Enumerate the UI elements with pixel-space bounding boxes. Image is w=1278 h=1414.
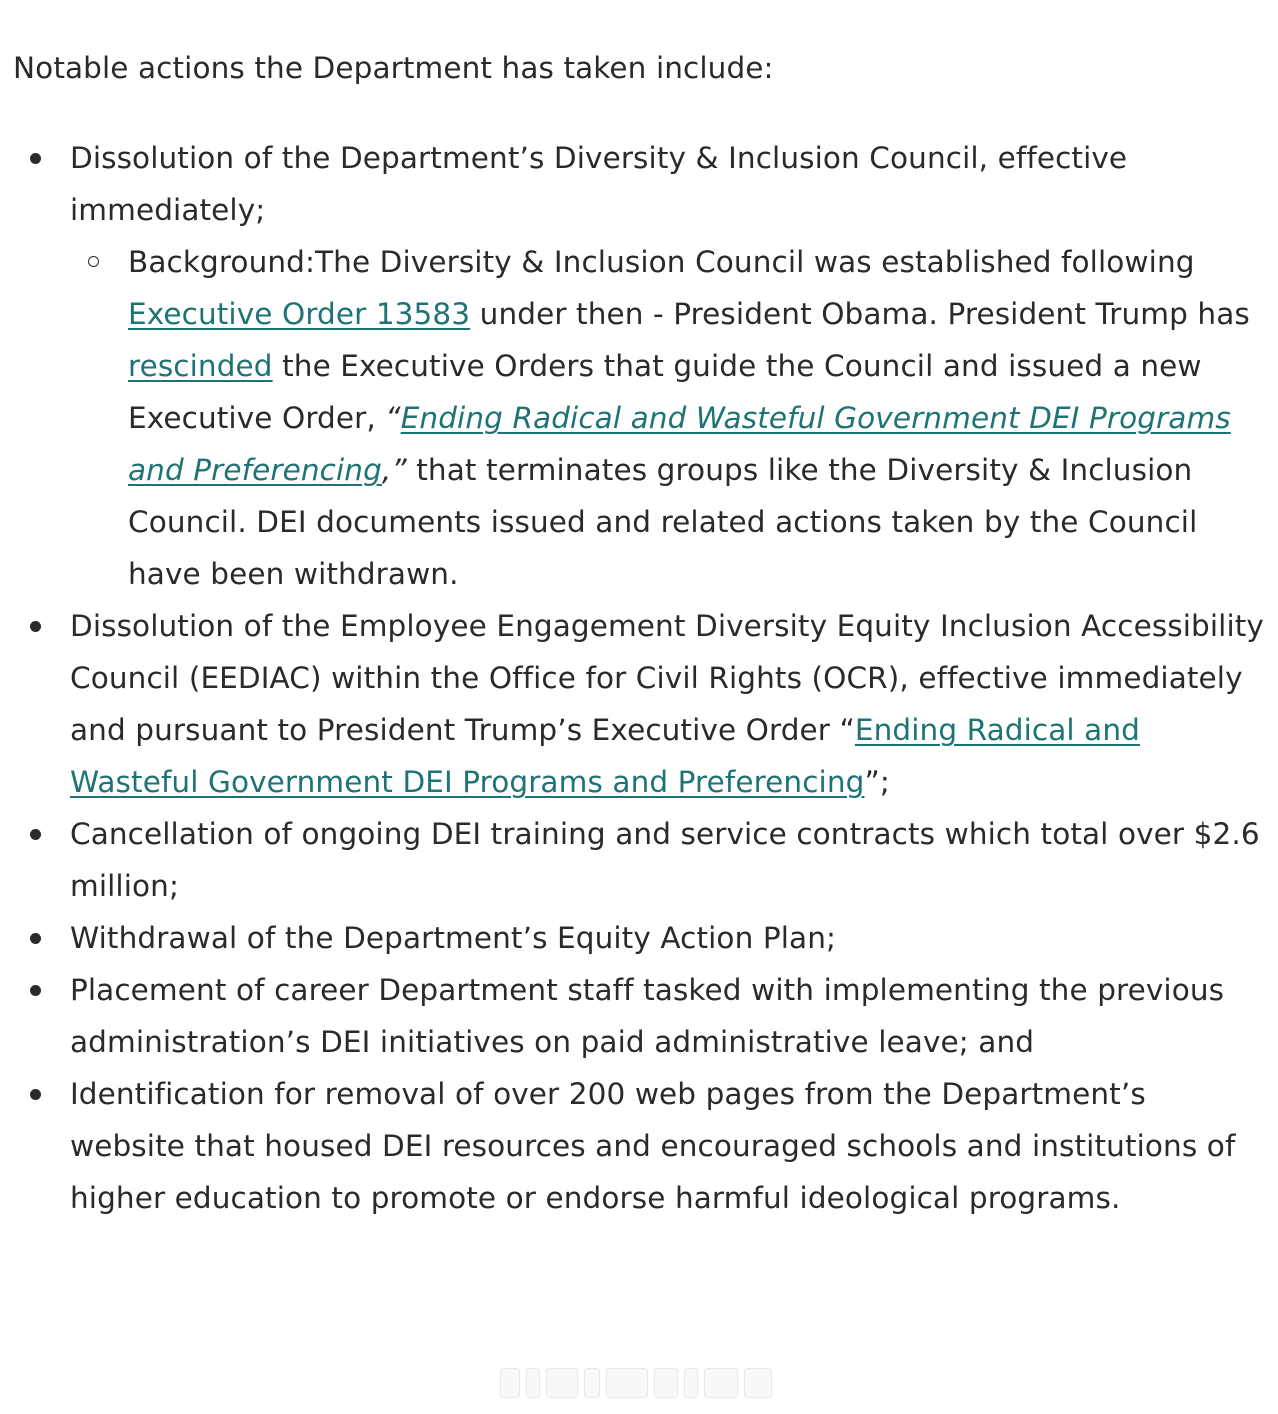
link-executive-order-13583[interactable]: Executive Order 13583 [128, 297, 471, 331]
hollow-bullet-icon [88, 256, 99, 267]
bullet-icon [30, 985, 41, 996]
background-text: that terminates groups like the Diversity & Inclusion Council. DEI documents issued and related actions taken by the Council have been withdrawn. [128, 453, 1198, 591]
link-ending-radical-dei-order[interactable]: Ending Radical and Wasteful Government DEI Programs and Preferencing [70, 713, 1140, 799]
intro-paragraph: Notable actions the Department has taken include: [13, 51, 774, 85]
list-item-text: Dissolution of the Department’s Diversity & Inclusion Council, effective immediately; [70, 141, 1128, 227]
list-item-dissolution-eediac [0, 600, 1278, 808]
bullet-icon [30, 933, 41, 944]
list-item-dissolution-council [0, 132, 1278, 600]
list-item-placement-staff [0, 964, 1278, 1068]
link-ending-radical-dei-order[interactable]: Ending Radical and Wasteful Government DEI Programs and Preferencing [128, 401, 1231, 487]
list-item-withdrawal-equity-plan [0, 912, 1278, 964]
background-text: the Executive Orders that guide the Council and issued a new Executive Order, [128, 349, 1202, 435]
list-item-text: Dissolution of the Employee Engagement Diversity Equity Inclusion Accessibility Council (EEDIAC) within the Office for Civil Rights (OCR), effective immediately and pursuant to President Trump’s Executive Order “ [70, 609, 1264, 747]
list-item-identification-web-pages [0, 1068, 1278, 1224]
bullet-icon [30, 1089, 41, 1100]
bullet-icon [30, 829, 41, 840]
background-text: under then - President Obama. President Trump has [470, 297, 1250, 331]
list-item-text: Placement of career Department staff tasked with implementing the previous administration’s DEI initiatives on paid administrative leave; and [70, 973, 1225, 1059]
bullet-icon [30, 621, 41, 632]
list-item-text: Withdrawal of the Department’s Equity Action Plan; [70, 921, 837, 955]
list-item-text: Identification for removal of over 200 web pages from the Department’s website that housed DEI resources and encouraged schools and institutions of higher education to promote or endorse harmful ideological programs. [70, 1077, 1236, 1215]
close-quote: ,” [381, 453, 407, 487]
link-rescinded[interactable]: rescinded [128, 349, 273, 383]
open-quote: “ [385, 401, 401, 435]
background-text: Background:The Diversity & Inclusion Council was established following [128, 245, 1195, 279]
sub-list [70, 236, 1266, 600]
actions-list [0, 132, 1278, 1224]
list-item-cancellation-contracts [0, 808, 1278, 912]
list-item-text: Cancellation of ongoing DEI training and service contracts which total over $2.6 million; [70, 817, 1260, 903]
bullet-icon [30, 153, 41, 164]
sub-list-item-background [70, 236, 1266, 600]
scanned-watermark-artifact [500, 1366, 780, 1400]
list-item-text: ”; [864, 765, 890, 799]
